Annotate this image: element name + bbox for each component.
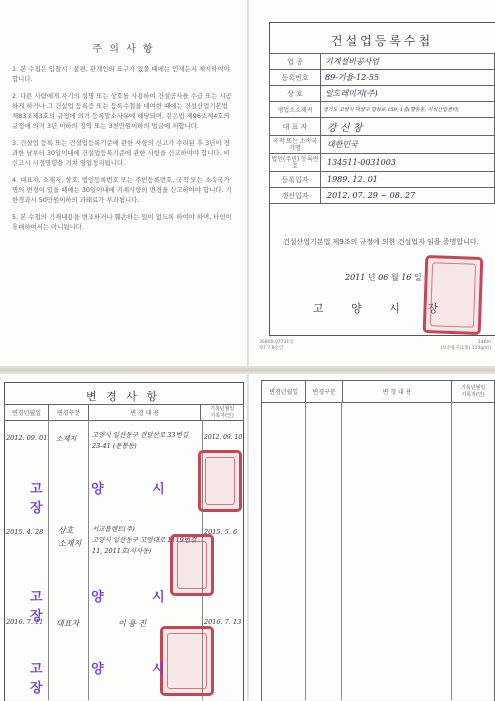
changes-title: 변 경 사 항 [86,390,160,403]
changes-header [4,404,244,421]
reg-label: 상 호 [270,86,321,102]
header-record: 기록년월일 기록자(인) [201,405,244,421]
notes-item: 4. 대표자, 소재지, 상호, 법인등록번호 또는 주민등록번호, 국적 또는 소속국가명의 변경이 있을 때에는 30일이내에 기재사항의 변경을 신고하여야 합니다. 기한경과시 50만원이하의 과태료가 부과됩니다. [12,176,232,204]
reg-value: 일도레미지(주) [321,86,495,102]
reg-label: 등록일자 [270,172,321,188]
reg-value: 경기도 고양시 덕양구 향동로 159, 1층(향동동, 지식산업센터) [321,102,495,118]
entry-content: 서교플랜트(주) 고양시 일산동구 고양대로 1119번길 11, 2011호(식사동) [92,525,197,555]
official-seal [423,255,484,335]
header-kind: 변경구분 [49,405,89,421]
issue-year-unit: 년 [367,273,376,282]
reg-label: 영업소소재지 [270,102,321,118]
changes-header-right [261,380,495,403]
notes-page [0,0,247,366]
header-record: 기록년월일 기록자(인) [452,381,495,403]
reg-value: 대한민국 [321,136,495,154]
column-lines [451,402,452,700]
issue-day-unit: 일 [413,273,422,282]
changes-page-right [249,374,495,700]
registration-title: 건설업등록수첩 [330,34,434,48]
reg-label: 등록번호 [270,70,321,86]
notes-item: 2. 다른 사람에게 자기의 성명 또는 상호를 사용하여 건설공사를 수급 또는 시공하게 하거나 그 건설업 등록증 또는 등록수첩을 대여한 때에는 건설산업기본법 제83조제3호의 규정에 의거 등록말소사유에 해당되며, 같은법 제96조제4호의 규정에 의거 3년 이하의 징역 또는 3천만원이하의 벌금에 처합니다. [12,92,232,130]
header-content: 변 경 내 용 [89,405,201,421]
header-content: 변 경 내 용 [342,381,451,403]
page-fold-horizontal [0,366,495,374]
cert-text: 건설산업기본법 제9조의 규정에 의한 건설업자 임을 증명합니다. [283,238,479,246]
reg-label: 국적 또는 소속국가명 [270,136,321,154]
issue-year: 2011 [345,273,366,282]
column-lines [305,402,306,700]
issuer-line [30,658,220,696]
issuer-line [30,478,220,516]
reg-value: 2012. 07. 29 ~ 08. 27 [321,188,495,204]
entry-content: 이 용 진 [118,619,147,628]
issue-date [345,272,422,283]
registration-table [269,53,495,204]
footer-right: 148m (보존용지(1종) 120g/㎡) [440,340,491,351]
reg-value: 1989. 12. 01 [321,172,495,188]
entry-record: 2012. 09. 10 [204,434,243,441]
entry-content: 고양시 일산동구 견달산로 33번길 23-41 (문봉동) [92,431,189,450]
reg-label: 업 종 [270,54,321,70]
reg-value: 기계설비공사업 [321,54,495,70]
changes-frame-right [261,380,495,701]
header-date: 변경년월일 [262,381,306,403]
entry-kind: 대표자 [56,619,80,628]
header-kind: 변경구분 [306,381,343,403]
changes-page-left [0,374,247,700]
entry-record: 2016. 7. 13 [204,618,242,626]
issuer-name: 고 양 시 장 [313,302,450,315]
entry-kind: 소재지 [56,435,77,443]
issue-month-unit: 월 [390,273,399,282]
page-fold-vertical [247,0,249,700]
reg-value: 89-기율-12-55 [321,70,495,86]
notes-list [12,64,234,232]
notes-item: 1. 본 수첩은 입찰시 · 불편, 관계인의 요구가 있을 때에는 언제든지 제시하여야 합니다. [12,65,230,83]
notes-item: 5. 본 수첩의 기재내용을 변조하거나 훼손하는 일이 없도록 하여야 하며, 타인이 휴대하여서는 아니됩니다. [12,213,232,231]
issuer-text: 고 양 시 장 [30,482,187,516]
entry-kind: 상호 소재지 [58,526,82,548]
reg-label: 법인(주민) 등록번호 [271,155,319,170]
reg-value: 강 신 창 [321,118,495,136]
issuer-text: 고 양 시 장 [30,590,187,624]
column-lines [341,402,342,700]
notes-item: 3. 건설업 등록 또는 건설업등록기준에 관한 사항의 신고가 수리된 후 3년이 경과한 날부터 30일이내에 건설업등록기준에 관한 사항을 신고하여야 합니다. 비신고시 시정명령을 거쳐 영업정지됩니다. [12,139,230,167]
footer-left: 36800-07731일 '07.7.8승인 [259,340,294,351]
issuer-text: 고 양 시 장 [30,662,187,696]
notes-title: 주 의 사 항 [92,44,155,55]
issue-month: 06 [378,273,389,282]
header-date: 변경년월일 [5,405,49,421]
registration-page [249,0,495,366]
entry-date: 2012. 09. 01 [6,434,48,442]
reg-label: 대 표 자 [270,118,321,136]
issue-day: 16 [401,273,412,282]
reg-label: 갱신일자 [270,188,321,204]
entry-date: 2015. 4. 28 [6,528,44,536]
entry-record: 2015. 5. 6 [204,528,238,536]
reg-value: 134511-0031003 [321,154,495,172]
entry-date: 2016. 7. 11 [6,618,44,626]
